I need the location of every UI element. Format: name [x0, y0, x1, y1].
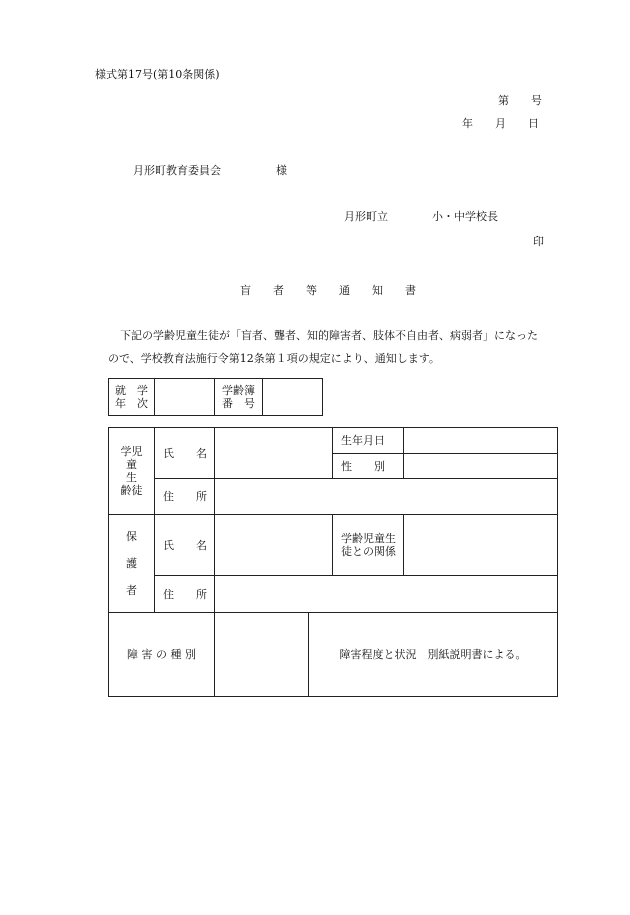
- guardian-name-label: 氏 名: [155, 515, 215, 576]
- register-number-field[interactable]: [263, 379, 323, 416]
- guardian-address-label: 住 所: [155, 576, 215, 613]
- student-name-label: 氏 名: [155, 428, 215, 479]
- sex-field[interactable]: [404, 454, 558, 479]
- relation-field[interactable]: [404, 515, 558, 576]
- birthdate-field[interactable]: [404, 428, 558, 454]
- relation-label: 学齢児童生 徒との関係: [333, 515, 404, 576]
- sender: 月形町立 小・中学校長: [344, 210, 498, 223]
- disability-type-field[interactable]: [215, 613, 309, 697]
- guardian-address-field[interactable]: [215, 576, 558, 613]
- birthdate-label: 生年月日: [333, 428, 404, 454]
- guardian-name-field[interactable]: [215, 515, 333, 576]
- body-text-line-1: 下記の学齢児童生徒が「盲者、聾者、知的障害者、肢体不自由者、病弱者」になった: [120, 329, 538, 342]
- form-number-label: 様式第17号(第10条関係): [95, 68, 220, 81]
- grade-year-field[interactable]: [155, 379, 215, 416]
- body-text-line-2: ので、学校教育法施行令第12条第１項の規定により、通知します。: [108, 352, 440, 365]
- seal-mark: 印: [533, 235, 544, 248]
- document-number: 第 号: [498, 94, 542, 107]
- document-title: 盲 者 等 通 知 書: [240, 284, 416, 297]
- student-address-field[interactable]: [215, 479, 558, 515]
- details-table: [108, 427, 558, 697]
- disability-note: 障害程度と状況 別紙説明書による。: [309, 613, 558, 697]
- guardian-section-label: 保 護 者: [109, 515, 155, 613]
- student-name-field[interactable]: [215, 428, 333, 479]
- student-section-label: 学児 童 生 齢徒: [109, 428, 155, 515]
- grade-year-label: 就 学 年 次: [109, 379, 155, 416]
- grade-register-table: [108, 378, 323, 416]
- sex-label: 性 別: [333, 454, 404, 479]
- disability-type-label: 障 害 の 種 別: [109, 613, 215, 697]
- student-address-label: 住 所: [155, 479, 215, 515]
- register-number-label: 学齢簿 番 号: [215, 379, 263, 416]
- document-date: 年 月 日: [462, 117, 539, 130]
- addressee: 月形町教育委員会 様: [133, 164, 287, 177]
